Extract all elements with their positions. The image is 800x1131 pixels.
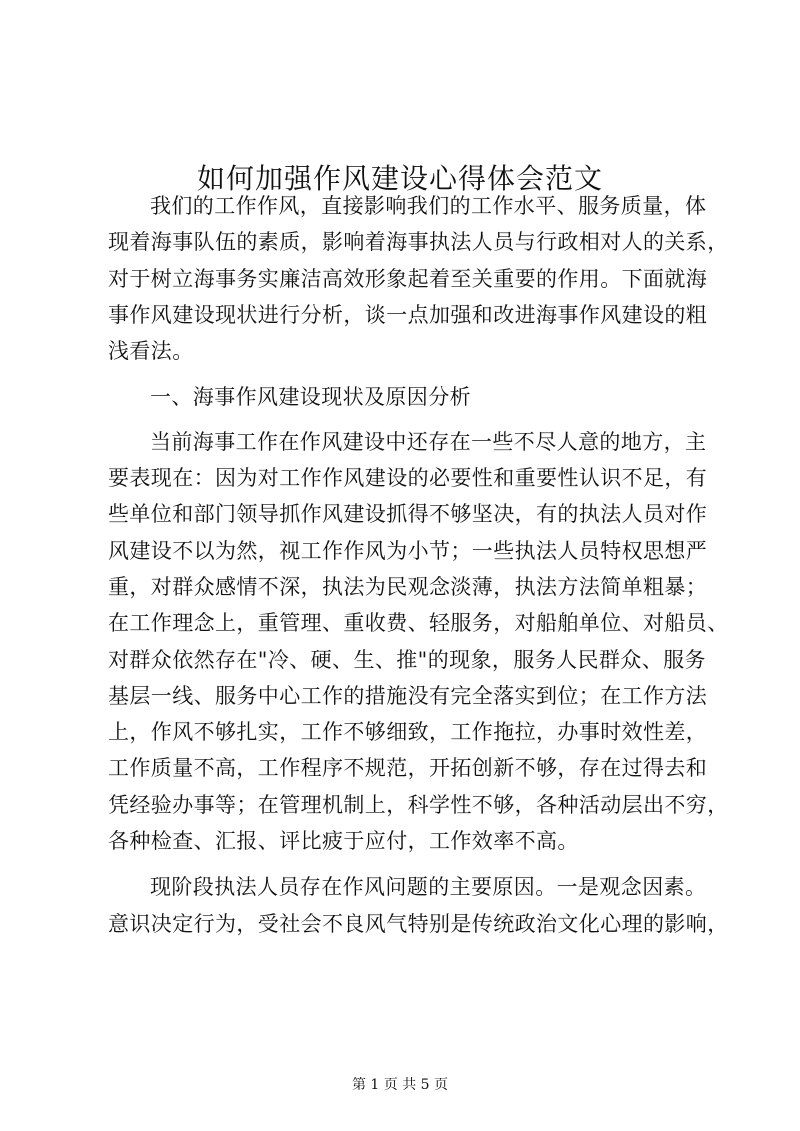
paragraph-line: 现着海事队伍的素质，影响着海事执法人员与行政相对人的关系， (108, 230, 729, 255)
paragraph-line: 风建设不以为然，视工作作风为小节；一些执法人员特权思想严 (108, 538, 708, 563)
paragraph-line: 浅看法。 (108, 339, 194, 364)
paragraph-line: 对于树立海事务实廉洁高效形象起着至关重要的作用。下面就海 (108, 266, 708, 291)
paragraph-line: 各种检查、汇报、评比疲于应付，工作效率不高。 (108, 829, 579, 854)
paragraph-1 (108, 188, 729, 369)
paragraph-line: 我们的工作作风，直接影响我们的工作水平、服务质量，体 (150, 194, 707, 218)
paragraph-2 (108, 424, 729, 860)
paragraph-line: 上，作风不够扎实，工作不够细致，工作拖拉，办事时效性差， (108, 720, 708, 745)
paragraph-line: 当前海事工作在作风建设中还存在一些不尽人意的地方，主 (150, 429, 707, 454)
paragraph-line: 凭经验办事等；在管理机制上，科学性不够，各种活动层出不穷， (108, 792, 729, 817)
paragraph-line: 工作质量不高，工作程序不规范，开拓创新不够，存在过得去和 (108, 756, 708, 781)
paragraph-line: 意识决定行为，受社会不良风气特别是传统政治文化心理的影响， (108, 911, 729, 936)
paragraph-3 (108, 869, 729, 942)
document-body (108, 188, 729, 942)
paragraph-line: 对群众依然存在"冷、硬、生、推"的现象，服务人民群众、服务 (108, 647, 706, 672)
paragraph-line: 要表现在：因为对工作作风建设的必要性和重要性认识不足，有 (108, 466, 708, 491)
document-title: 如何加强作风建设心得体会范文 (196, 161, 603, 195)
paragraph-line: 在工作理念上，重管理、重收费、轻服务，对船舶单位、对船员、 (108, 611, 729, 636)
page-number-footer: 第 1 页 共 5 页 (351, 1077, 449, 1093)
paragraph-line: 重，对群众感情不深，执法为民观念淡薄，执法方法简单粗暴； (108, 574, 708, 599)
paragraph-line: 些单位和部门领导抓作风建设抓得不够坚决，有的执法人员对作 (108, 502, 708, 527)
paragraph-line: 现阶段执法人员存在作风问题的主要原因。一是观念因素。 (150, 875, 707, 900)
section-heading: 一、海事作风建设现状及原因分析 (150, 385, 471, 410)
paragraph-line: 事作风建设现状进行分析，谈一点加强和改进海事作风建设的粗 (108, 302, 708, 327)
paragraph-line: 基层一线、服务中心工作的措施没有完全落实到位；在工作方法 (108, 683, 708, 708)
